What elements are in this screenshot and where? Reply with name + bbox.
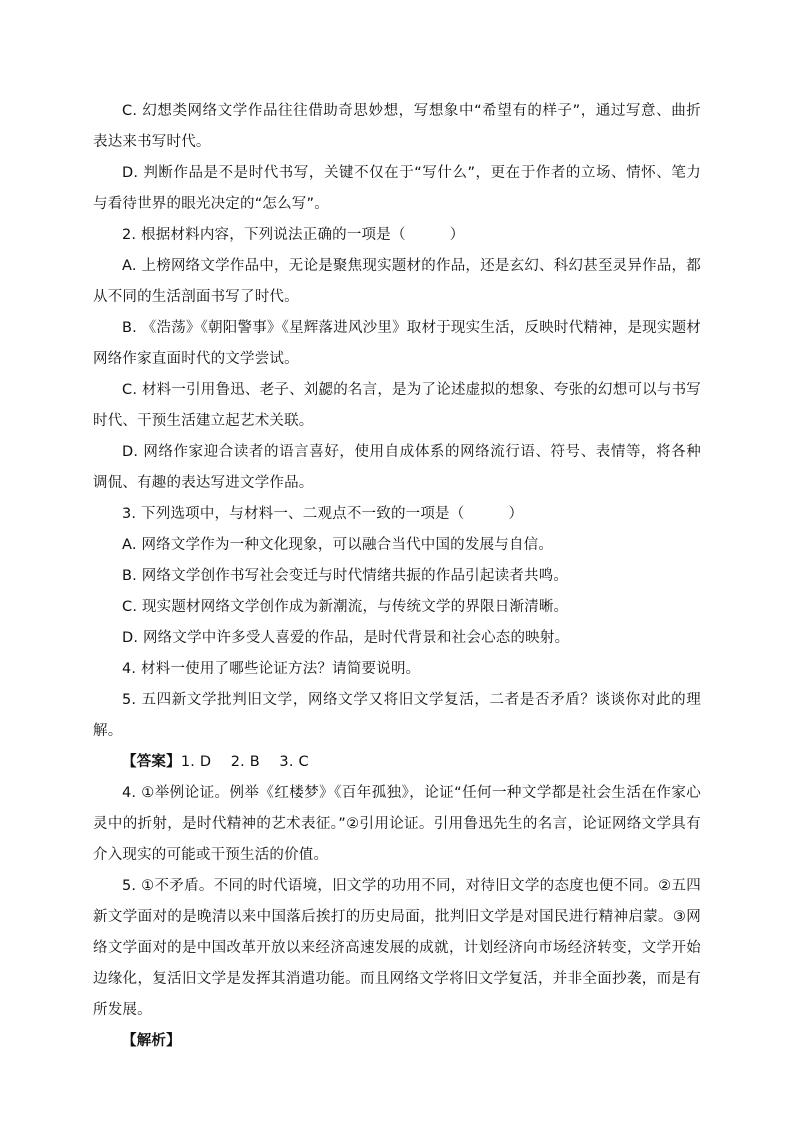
q2-option-a: A. 上榜网络文学作品中，无论是聚焦现实题材的作品，还是玄幻、科幻甚至灵异作品，都从不同的生活剖面书写了时代。 — [93, 258, 701, 305]
answer-label: 【答案】 — [122, 754, 181, 770]
document-page — [93, 96, 701, 1057]
analysis-label: 【解析】 — [122, 1033, 181, 1049]
answer-q5: 5. ①不矛盾。不同的时代语境，旧文学的功用不同，对待旧文学的态度也便不同。②五四新文学面对的是晚清以来中国落后挨打的历史局面，批判旧文学是对国民进行精神启蒙。③网络文学面对的是中国改革开放以来经济高速发展的成就，计划经济向市场经济转变，文学开始边缘化，复活旧文学是发挥其消遣功能。而且网络文学将旧文学复活，并非全面抄袭，而是有所发展。 — [93, 878, 701, 1018]
q4-stem: 4. 材料一使用了哪些论证方法？请简要说明。 — [122, 661, 421, 677]
answer-mc: 1. D 2. B 3. C — [180, 754, 309, 770]
q3-option-d: D. 网络文学中许多受人喜爱的作品，是时代背景和社会心态的映射。 — [122, 630, 570, 646]
answer-q4: 4. ①举例论证。例举《红楼梦》《百年孤独》，论证“任何一种文学都是社会生活在作家心灵中的折射，是时代精神的艺术表征。”②引用论证。引用鲁迅先生的名言，论证网络文学具有介入现实的可能或干预生活的价值。 — [93, 785, 701, 863]
q2-stem: 2. 根据材料内容，下列说法正确的一项是（ ） — [122, 227, 465, 243]
q3-stem: 3. 下列选项中，与材料一、二观点不一致的一项是（ ） — [122, 506, 524, 522]
q2-option-b: B. 《浩荡》《朝阳警事》《星辉落进风沙里》取材于现实生活，反映时代精神，是现实题材网络作家直面时代的文学尝试。 — [93, 320, 701, 367]
q2-option-d: D. 网络作家迎合读者的语言喜好，使用自成体系的网络流行语、符号、表情等，将各种调侃、有趣的表达写进文学作品。 — [93, 444, 701, 491]
q1-option-d: D. 判断作品是不是时代书写，关键不仅在于“写什么”，更在于作者的立场、情怀、笔力与看待世界的眼光决定的“怎么写”。 — [93, 165, 701, 212]
answer-line — [93, 747, 701, 778]
q1-option-c: C. 幻想类网络文学作品往往借助奇思妙想，写想象中“希望有的样子”，通过写意、曲折表达来书写时代。 — [93, 103, 701, 150]
q5-stem: 5. 五四新文学批判旧文学，网络文学又将旧文学复活，二者是否矛盾？谈谈你对此的理解。 — [93, 692, 701, 739]
q2-option-c: C. 材料一引用鲁迅、老子、刘勰的名言，是为了论述虚拟的想象、夸张的幻想可以与书写时代、干预生活建立起艺术关联。 — [93, 382, 701, 429]
q3-option-a: A. 网络文学作为一种文化现象，可以融合当代中国的发展与自信。 — [122, 537, 554, 553]
q3-option-b: B. 网络文学创作书写社会变迁与时代情绪共振的作品引起读者共鸣。 — [122, 568, 569, 584]
q3-option-c: C. 现实题材网络文学创作成为新潮流，与传统文学的界限日渐清晰。 — [122, 599, 569, 615]
